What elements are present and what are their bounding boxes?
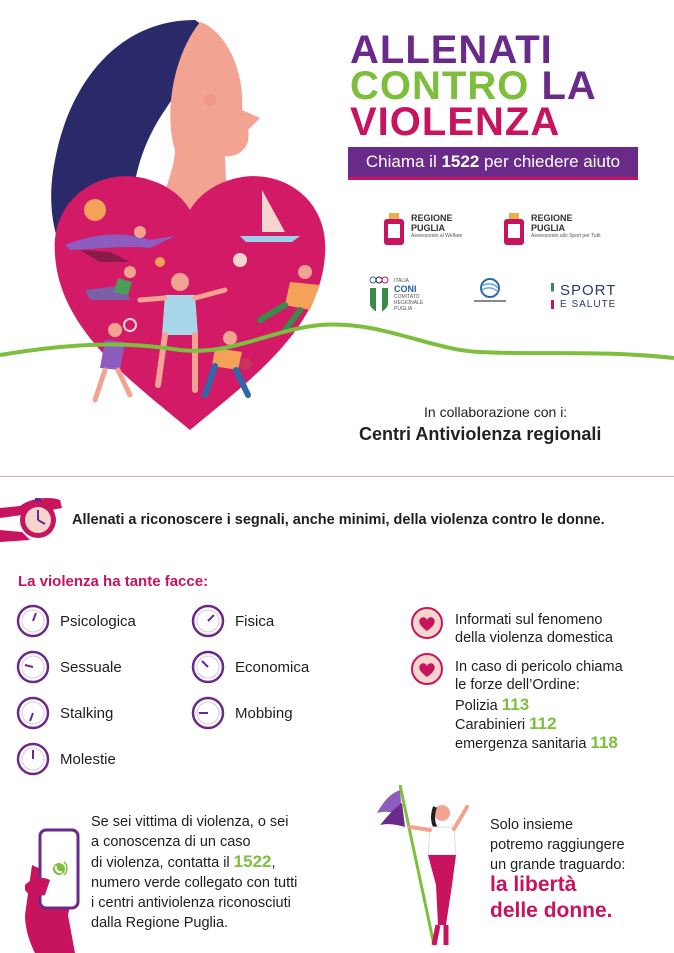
flag-icon bbox=[372, 785, 482, 950]
regione1-name2: PUGLIA bbox=[411, 223, 446, 233]
sport-salute-line1: SPORT bbox=[560, 282, 617, 299]
vittima-line4: numero verde collegato con tutti bbox=[91, 875, 298, 891]
logo-regione-welfare bbox=[382, 213, 462, 249]
vittima-line6: dalla Regione Puglia. bbox=[91, 915, 229, 931]
insieme-line1: Solo insieme bbox=[490, 817, 574, 833]
emergenza-number: 118 bbox=[590, 733, 618, 752]
title-la: LA bbox=[541, 64, 597, 108]
facet-item bbox=[191, 696, 293, 730]
facet-item bbox=[16, 650, 122, 684]
section-divider bbox=[0, 476, 674, 477]
regione2-name2: PUGLIA bbox=[531, 223, 566, 233]
coni-sub1: COMITATO bbox=[394, 294, 420, 300]
vittima-text bbox=[91, 812, 361, 933]
liberta-line2: delle donne. bbox=[490, 899, 613, 922]
gauge-icon bbox=[191, 696, 225, 730]
vittima-line3-post: , bbox=[271, 855, 276, 871]
facet-label: Psicologica bbox=[60, 612, 136, 630]
vittima-line3-pre: di violenza, contatta il bbox=[91, 855, 230, 871]
polizia-label: Polizia bbox=[455, 698, 498, 714]
regione-crest-icon bbox=[502, 213, 526, 249]
italy-stripe-icon bbox=[551, 283, 554, 309]
vittima-line3 bbox=[91, 852, 361, 873]
pericolo-line1: In caso di pericolo chiama bbox=[455, 659, 623, 675]
emergenza-row bbox=[455, 734, 623, 753]
regione2-name1: REGIONE bbox=[531, 213, 573, 223]
vittima-line1: Se sei vittima di violenza, o sei bbox=[91, 814, 289, 830]
phone-icon bbox=[20, 825, 86, 953]
logo-sport-salute bbox=[551, 282, 616, 310]
gauge-icon bbox=[16, 696, 50, 730]
facet-label: Stalking bbox=[60, 704, 114, 722]
liberta-text bbox=[490, 872, 613, 924]
helpline-banner bbox=[348, 147, 638, 177]
informati-line2: della violenza domestica bbox=[455, 630, 613, 646]
vittima-line5: i centri antiviolenza riconosciuti bbox=[91, 895, 291, 911]
pericolo-line2: le forze dell’Ordine: bbox=[455, 677, 580, 693]
gauge-icon bbox=[16, 742, 50, 776]
title-contro: CONTRO bbox=[350, 64, 530, 108]
logo-regione-sport bbox=[502, 213, 600, 249]
info-pericolo bbox=[455, 658, 623, 753]
polizia-number: 113 bbox=[501, 695, 530, 714]
stopwatch-hand-icon bbox=[0, 488, 66, 548]
logo-coni bbox=[368, 276, 423, 314]
facet-item bbox=[191, 604, 274, 638]
title-line-3: VIOLENZA bbox=[350, 100, 561, 144]
regione1-sub: Assessorato al Welfare bbox=[411, 233, 463, 239]
banner-post: per chiedere aiuto bbox=[484, 152, 621, 171]
facet-label: Sessuale bbox=[60, 658, 122, 676]
insieme-text bbox=[490, 815, 625, 875]
heart-icon bbox=[410, 606, 444, 640]
emergenza-label: emergenza sanitaria bbox=[455, 736, 587, 752]
facet-item bbox=[16, 742, 116, 776]
carabinieri-label: Carabinieri bbox=[455, 717, 526, 733]
coni-shield-icon bbox=[368, 276, 390, 314]
coni-sub3: PUGLIA bbox=[394, 306, 413, 312]
insieme-line3: un grande traguardo: bbox=[490, 857, 626, 873]
carabinieri-row bbox=[455, 715, 623, 734]
title-line-1: ALLENATI bbox=[350, 28, 553, 72]
vittima-line2: a conoscenza di un caso bbox=[91, 834, 251, 850]
vittima-number: 1522 bbox=[233, 852, 272, 871]
banner-number: 1522 bbox=[441, 152, 480, 171]
facet-item bbox=[191, 650, 309, 684]
heart-icon bbox=[410, 652, 444, 686]
gauge-icon bbox=[16, 650, 50, 684]
regione2-sub: Assessorato allo Sport per Tutti bbox=[531, 233, 601, 239]
gauge-icon bbox=[191, 604, 225, 638]
polizia-row bbox=[455, 696, 623, 715]
collab-name: Centri Antiviolenza regionali bbox=[359, 424, 602, 444]
liberta-line1: la libertà bbox=[490, 873, 577, 896]
gauge-icon bbox=[16, 604, 50, 638]
facet-label: Fisica bbox=[235, 612, 275, 630]
coni-sub2: REGIONALE bbox=[394, 300, 424, 306]
coni-flag-label: ITALIA bbox=[394, 278, 409, 284]
banner-pre: Chiama il bbox=[365, 152, 437, 171]
informati-line1: Informati sul fenomeno bbox=[455, 612, 603, 628]
paralympic-logo-icon bbox=[470, 276, 510, 306]
info-informati bbox=[455, 611, 613, 647]
facet-label: Molestie bbox=[60, 750, 116, 768]
facet-item bbox=[16, 696, 113, 730]
sport-salute-line2: E SALUTE bbox=[560, 299, 617, 310]
facet-label: Economica bbox=[235, 658, 310, 676]
gauge-icon bbox=[191, 650, 225, 684]
intro-text: Allenati a riconoscere i segnali, anche minimi, della violenza contro le donne. bbox=[72, 512, 605, 528]
carabinieri-number: 112 bbox=[529, 714, 557, 733]
coni-name: CONI bbox=[394, 284, 417, 294]
facet-item bbox=[16, 604, 136, 638]
regione-crest-icon bbox=[382, 213, 406, 249]
collab-intro: In collaborazione con i: bbox=[424, 404, 568, 420]
facets-title: La violenza ha tante facce: bbox=[18, 573, 209, 590]
regione1-name1: REGIONE bbox=[411, 213, 453, 223]
insieme-line2: potremo raggiungere bbox=[490, 837, 625, 853]
facet-label: Mobbing bbox=[235, 704, 293, 722]
